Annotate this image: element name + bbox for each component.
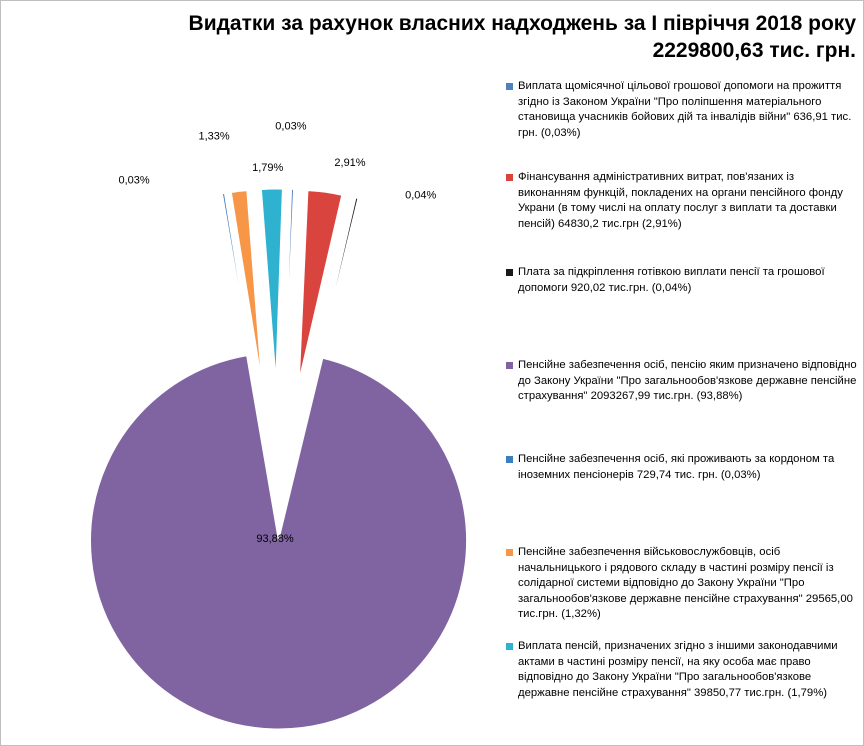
legend-text: Пенсійне забезпечення військовослужбовців, осіб начальницького і рядового складу в частині розміру пенсії із солідарної системи відповідно до Закону України "Про загальнообов'язкове державне пенсійне страхування" 29565,00 тис.грн. (1,32%) (518, 546, 853, 621)
legend-marker (506, 83, 513, 90)
pie-slice (261, 189, 282, 377)
legend-marker (506, 362, 513, 369)
legend-text: Пенсійне забезпечення осіб, які проживають за кордоном та іноземних пенсіонерів 729,74 тис. грн. (0,03%) (518, 453, 835, 481)
legend-item-military-pensions (506, 545, 858, 623)
legend-item-state-pension-insurance (506, 358, 858, 405)
legend-text: Виплата щомісячної цільової грошової допомоги на прожиття згідно із Законом України "Про поліпшення матеріального становища учасників бойових дій та інвалідів війни" 636,91 тис. грн. (0,03%) (518, 80, 852, 139)
pie-slice (285, 189, 294, 377)
pie-slice-label: 0,04% (405, 189, 437, 202)
pie-slice-label: 2,91% (334, 157, 366, 170)
pie-slice (231, 191, 261, 378)
pie-slice-label: 1,33% (198, 130, 230, 143)
legend-text: Фінансування адміністративних витрат, пов'язаних із виконанням функцій, покладених на органи пенсійного фонду Украни (в тому числі на оплату послуг з виплати та доставки пенсій) 64830,2 тис.грн (2,91%) (518, 171, 843, 230)
legend-marker (506, 269, 513, 276)
pie-slice-label: 93,88% (256, 533, 294, 545)
legend-marker (506, 549, 513, 556)
pie-slice-label: 1,79% (252, 162, 284, 175)
chart-title-line1: Видатки за рахунок власних надходжень за І півріччя 2018 року (188, 12, 856, 35)
pie-slice-label: 0,03% (275, 120, 307, 133)
legend-text: Пенсійне забезпечення осіб, пенсію яким призначено відповідно до Закону України "Про загальнообов'язкове державне пенсійне страхування" 2093267,99 тис.грн. (93,88%) (518, 359, 857, 403)
pie-slice-label: 0,03% (118, 174, 150, 187)
legend-item-combat-veterans-aid (506, 79, 858, 141)
chart-title-line2: 2229800,63 тис. грн. (652, 39, 856, 62)
legend-text: Плата за підкріплення готівкою виплати пенсії та грошової допомоги 920,02 тис.грн. (0,04%) (518, 266, 825, 294)
legend-item-abroad-pensioners (506, 452, 858, 483)
legend-item-cash-reinforcement (506, 265, 858, 296)
legend-marker (506, 643, 513, 650)
legend-marker (506, 456, 513, 463)
legend-text: Виплата пенсій, призначених згідно з іншими законодавчими актами в частині розміру пенсії, на яку особа має право відповідно до Закону України "Про загальнообов'язкове державне пенсійне страхування" 39850,77 тис.грн. (1,79%) (518, 640, 838, 699)
legend-item-admin-expenses (506, 170, 858, 232)
legend-marker (506, 174, 513, 181)
legend-item-other-legislation-pensions (506, 639, 858, 701)
